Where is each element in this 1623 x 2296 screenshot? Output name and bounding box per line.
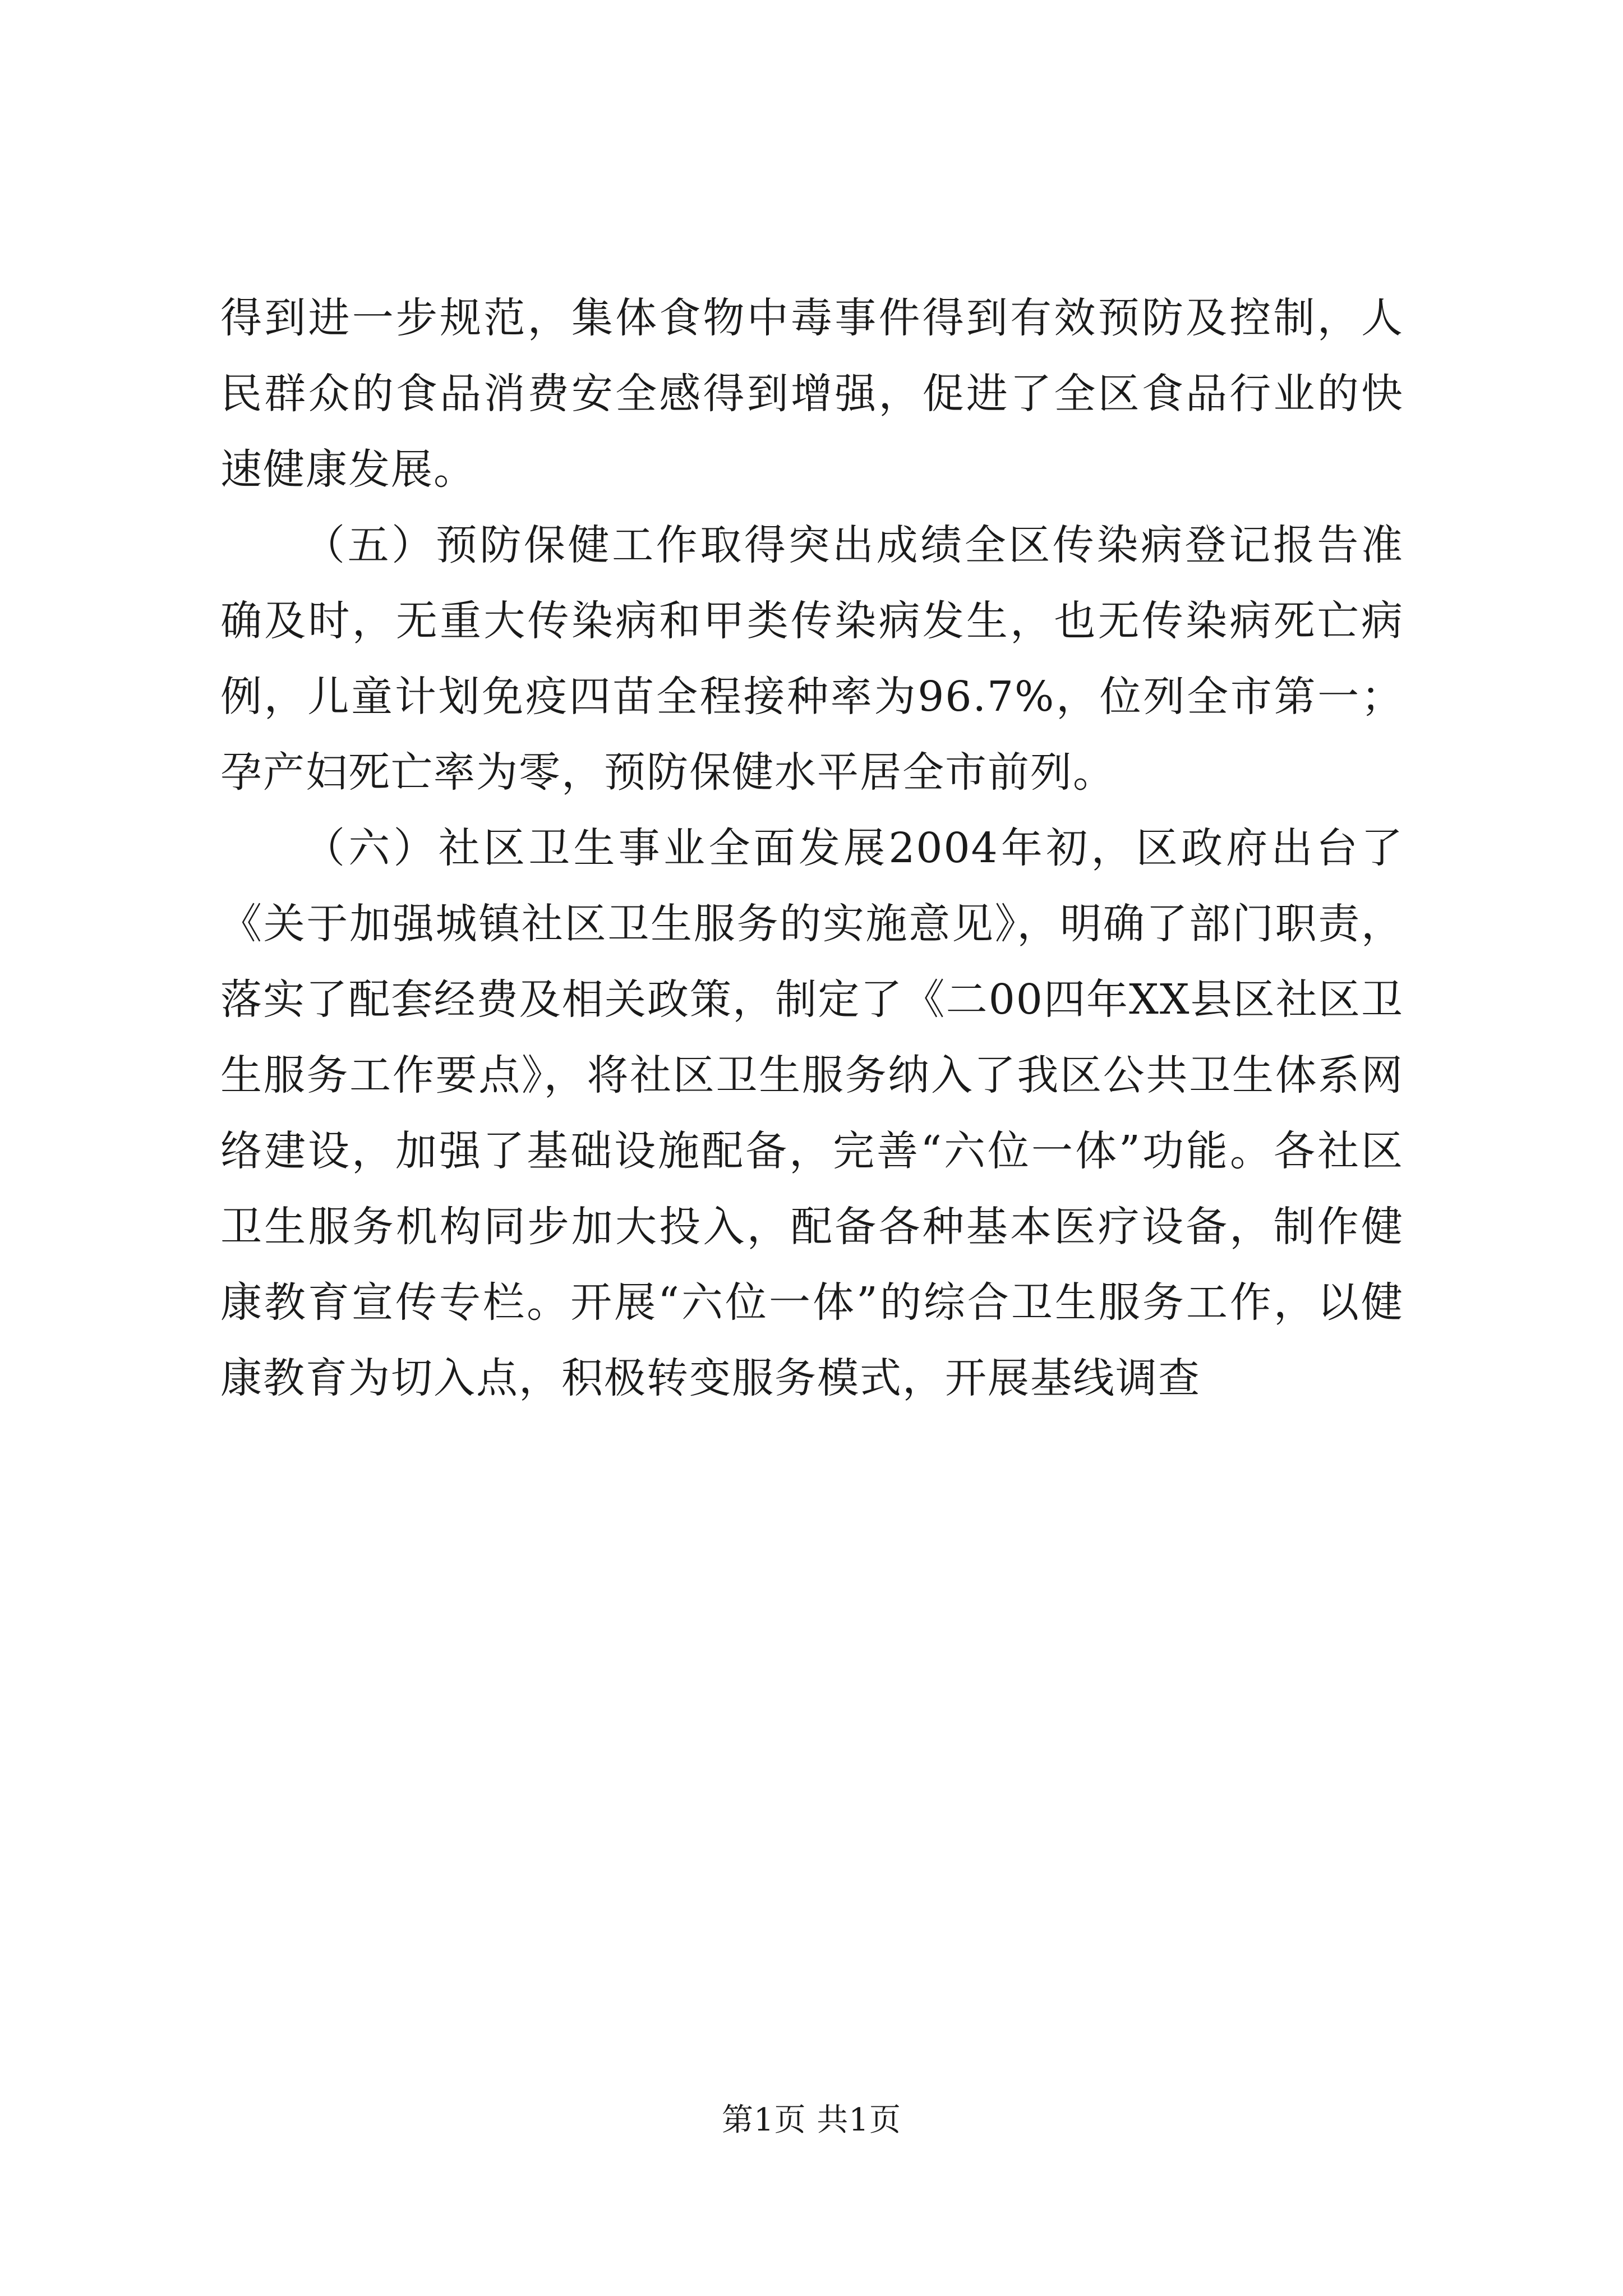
document-body <box>220 280 1404 1416</box>
paragraph-3: （六）社区卫生事业全面发展2004年初，区政府出台了《关于加强城镇社区卫生服务的实施意见》，明确了部门职责，落实了配套经费及相关政策，制定了《二00四年XX县区社区卫生服务工作要点》，将社区卫生服务纳入了我区公共卫生体系网络建设，加强了基础设施配备，完善“六位一体”功能。各社区卫生服务机构同步加大投入，配备各种基本医疗设备，制作健康教育宣传专栏。开展“六位一体”的综合卫生服务工作，以健康教育为切入点，积极转变服务模式，开展基线调查 <box>220 824 1404 1402</box>
paragraph-2: （五）预防保健工作取得突出成绩全区传染病登记报告准确及时，无重大传染病和甲类传染病发生，也无传染病死亡病例，儿童计划免疫四苗全程接种率为96.7%，位列全市第一；孕产妇死亡率为零，预防保健水平居全市前列。 <box>220 521 1404 797</box>
page-footer: 第1页 共1页 <box>721 2102 902 2138</box>
paragraph-1: 得到进一步规范，集体食物中毒事件得到有效预防及控制，人民群众的食品消费安全感得到增强，促进了全区食品行业的快速健康发展。 <box>220 294 1404 494</box>
